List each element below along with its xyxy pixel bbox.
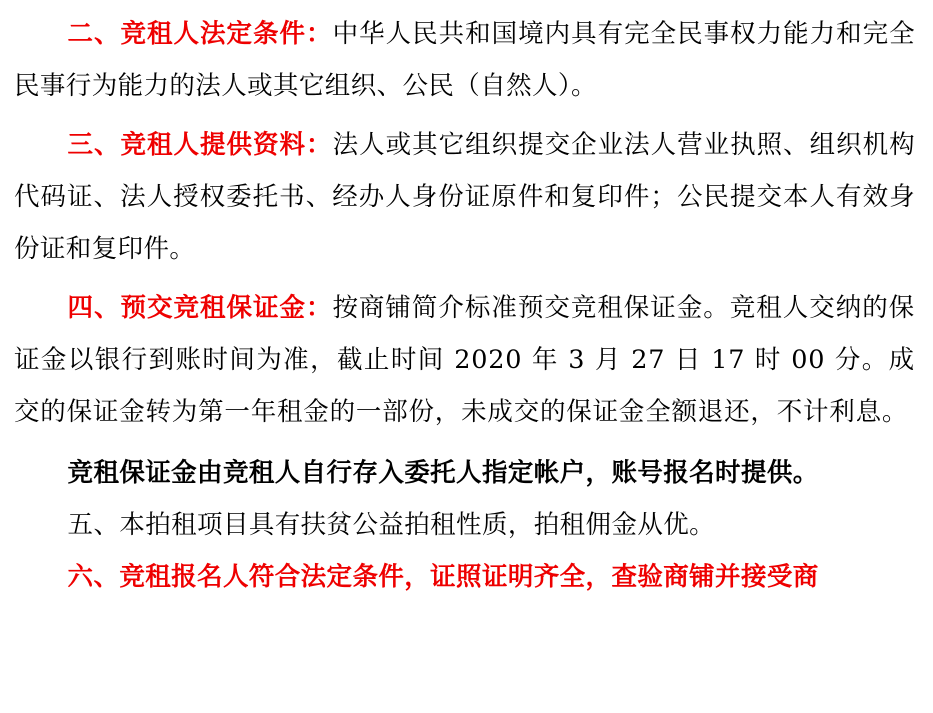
paragraph-body: 竞租保证金由竞租人自行存入委托人指定帐户，账号报名时提供。 [67,458,819,488]
paragraph-deposit-note [14,447,915,499]
paragraph-body: 按商铺简介标准预交竞租保证金。竞租人交纳的保证金以银行到账时间为准，截止时间 2020 年 3 月 27 日 17 时 00 分。成交的保证金转为第一年租金的一部份，未成交的保证金全额退还，不计利息。 [14,293,915,427]
paragraph-body: 六、竞租报名人符合法定条件，证照证明齐全，查验商铺并接受商 [67,562,819,592]
paragraph-item-five [14,499,915,551]
paragraph-deposit [14,282,915,438]
paragraph-item-six [14,551,915,603]
paragraph-body: 五、本拍租项目具有扶贫公益拍租性质，拍租佣金从优。 [67,510,716,540]
paragraph-body: 法人或其它组织提交企业法人营业执照、组织机构代码证、法人授权委托书、经办人身份证原件和复印件；公民提交本人有效身份证和复印件。 [14,130,915,264]
paragraph-heading: 四、预交竞租保证金： [67,293,333,323]
paragraph-heading: 三、竞租人提供资料： [67,130,333,160]
paragraph-heading: 二、竞租人法定条件： [67,19,333,49]
paragraph-materials [14,119,915,275]
paragraph-body: 中华人民共和国境内具有完全民事权力能力和完全民事行为能力的法人或其它组织、公民（自然人）。 [14,19,915,101]
paragraph-legal-conditions [14,8,915,112]
